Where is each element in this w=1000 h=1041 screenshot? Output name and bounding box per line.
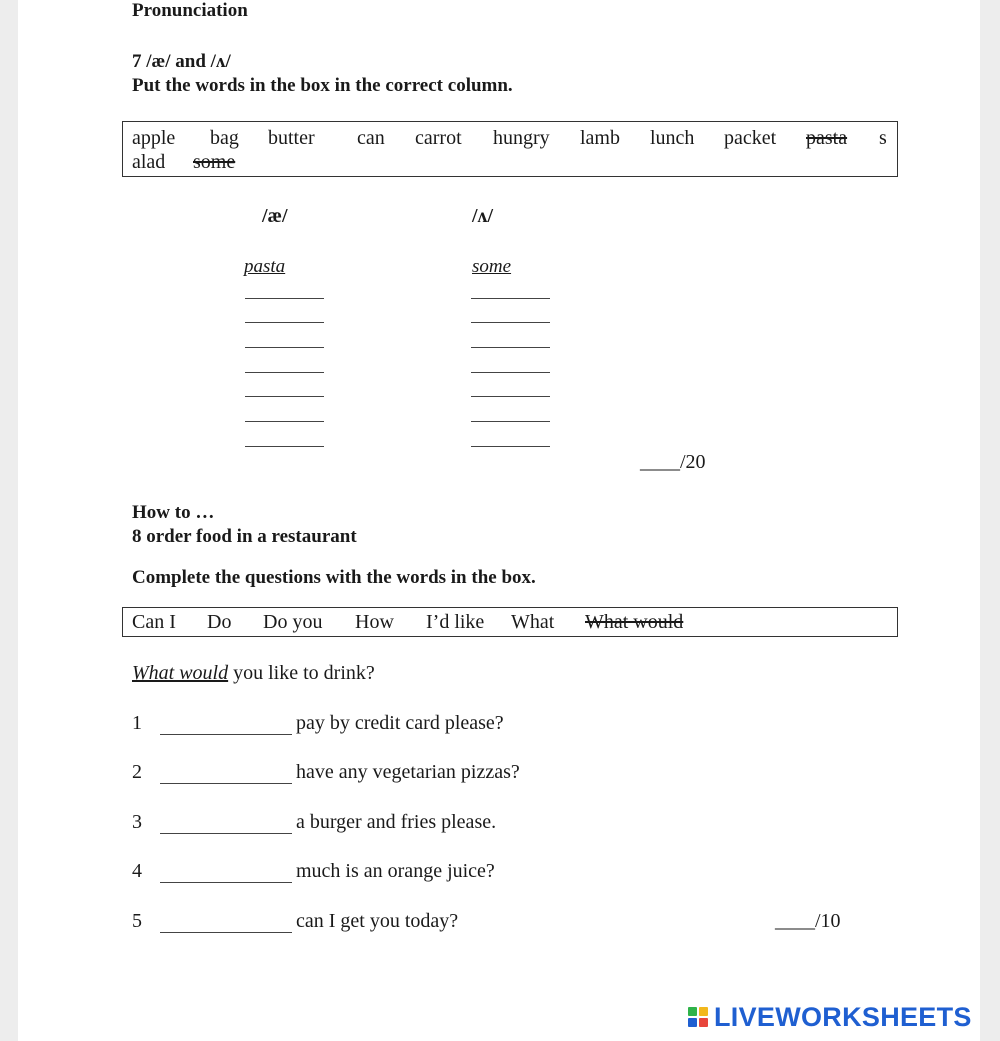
liveworksheets-logo[interactable] bbox=[688, 1000, 972, 1034]
answer-blank-ae[interactable] bbox=[245, 372, 324, 373]
word-box-phrase: What bbox=[511, 611, 555, 633]
example-rest: you like to drink? bbox=[233, 662, 375, 684]
word-box-word: hungry bbox=[493, 127, 550, 149]
answer-blank-uh[interactable] bbox=[471, 372, 550, 373]
answer-blank-uh[interactable] bbox=[471, 347, 550, 348]
word-box-word: carrot bbox=[415, 127, 462, 149]
answer-blank-ae[interactable] bbox=[245, 347, 324, 348]
question-text: a burger and fries please. bbox=[296, 811, 497, 833]
exercise-7-instruction: Put the words in the box in the correct column. bbox=[132, 75, 513, 96]
answer-blank-uh[interactable] bbox=[471, 396, 550, 397]
question-text: much is an orange juice? bbox=[296, 860, 495, 882]
word-box-phrase: I’d like bbox=[426, 611, 485, 633]
answer-blank-uh[interactable] bbox=[471, 421, 550, 422]
example-answer: What would bbox=[132, 662, 229, 684]
example-sentence bbox=[132, 662, 375, 685]
question-text: have any vegetarian pizzas? bbox=[296, 761, 520, 783]
column-header-uh: /ʌ/ bbox=[472, 205, 494, 227]
section-heading-pronunciation: Pronunciation bbox=[132, 0, 248, 21]
word-box-8 bbox=[122, 607, 898, 637]
question-number: 4 bbox=[132, 860, 142, 882]
word-box-word: packet bbox=[724, 127, 777, 149]
word-box-word-crossed: pasta bbox=[806, 127, 848, 149]
answer-blank-ae[interactable] bbox=[245, 421, 324, 422]
word-box-word: lunch bbox=[650, 127, 695, 149]
answer-blank-uh[interactable] bbox=[471, 322, 550, 323]
word-box-word: alad bbox=[132, 151, 166, 173]
question-answer-blank[interactable] bbox=[160, 783, 292, 784]
score-8: ____/10 bbox=[775, 910, 841, 932]
column-example-uh: some bbox=[472, 256, 512, 277]
word-box-word: bag bbox=[210, 127, 239, 149]
word-box-phrase: Can I bbox=[132, 611, 176, 633]
word-box-phrase: How bbox=[355, 611, 394, 633]
question-answer-blank[interactable] bbox=[160, 932, 292, 933]
question-answer-blank[interactable] bbox=[160, 833, 292, 834]
word-box-word-crossed: some bbox=[193, 151, 236, 173]
question-text: can I get you today? bbox=[296, 910, 459, 932]
word-box-phrase: Do bbox=[207, 611, 232, 633]
answer-blank-ae[interactable] bbox=[245, 446, 324, 447]
logo-square bbox=[699, 1007, 708, 1016]
question-answer-blank[interactable] bbox=[160, 882, 292, 883]
word-box-word: s bbox=[879, 127, 887, 149]
exercise-8-instruction: Complete the questions with the words in the box. bbox=[132, 567, 536, 588]
question-text: pay by credit card please? bbox=[296, 712, 504, 734]
word-box-word: apple bbox=[132, 127, 176, 149]
word-box-word: lamb bbox=[580, 127, 620, 149]
question-number: 5 bbox=[132, 910, 142, 932]
logo-square bbox=[699, 1018, 708, 1027]
answer-blank-uh[interactable] bbox=[471, 446, 550, 447]
answer-blank-ae[interactable] bbox=[245, 298, 324, 299]
word-box-phrase-crossed: What would bbox=[585, 611, 684, 633]
column-header-ae: /æ/ bbox=[262, 205, 288, 227]
liveworksheets-logo-icon bbox=[688, 1007, 708, 1027]
score-7: ____/20 bbox=[640, 451, 706, 473]
answer-blank-uh[interactable] bbox=[471, 298, 550, 299]
question-answer-blank[interactable] bbox=[160, 734, 292, 735]
word-box-word: butter bbox=[268, 127, 315, 149]
logo-square bbox=[688, 1018, 697, 1027]
liveworksheets-logo-text: LIVEWORKSHEETS bbox=[714, 1001, 972, 1032]
logo-square bbox=[688, 1007, 697, 1016]
answer-blank-ae[interactable] bbox=[245, 396, 324, 397]
question-number: 1 bbox=[132, 712, 142, 734]
word-box-word: can bbox=[357, 127, 385, 149]
question-number: 3 bbox=[132, 811, 142, 833]
section-heading-how-to: How to … bbox=[132, 502, 215, 523]
question-number: 2 bbox=[132, 761, 142, 783]
exercise-8-title: 8 order food in a restaurant bbox=[132, 526, 357, 547]
word-box-phrase: Do you bbox=[263, 611, 323, 633]
exercise-7-title: 7 /æ/ and /ʌ/ bbox=[132, 51, 231, 72]
column-example-ae: pasta bbox=[244, 256, 286, 277]
answer-blank-ae[interactable] bbox=[245, 322, 324, 323]
